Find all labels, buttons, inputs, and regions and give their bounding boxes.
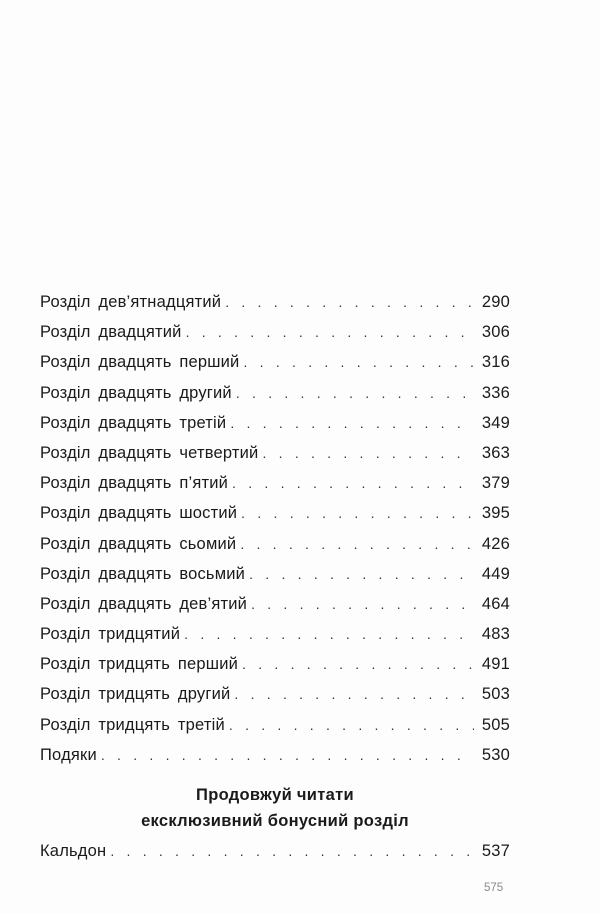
toc-entry [40,378,510,408]
toc-entry [40,347,510,377]
bonus-heading-line1: Продовжуй читати [196,786,354,804]
toc-entry-page: 395 [481,504,510,523]
toc-entry-label: Розділ двадцять п’ятий [40,474,229,493]
toc-dot-leader [251,589,474,619]
toc-entry [40,529,510,559]
toc-entry-label: Розділ двадцятий [40,323,182,342]
toc-entry-page: 530 [481,745,510,764]
toc-entry-page: 306 [481,323,510,342]
toc-entry [40,619,510,649]
toc-entry [40,498,510,528]
toc-entry [40,710,510,740]
toc-entry-page: 537 [481,842,510,860]
toc-entry-page: 449 [481,564,510,583]
table-of-contents [40,287,510,770]
toc-entry-page: 491 [481,655,510,674]
toc-entry-page: 379 [481,474,510,493]
toc-entry [40,438,510,468]
toc-dot-leader [184,619,474,649]
toc-entry-page: 505 [481,715,510,734]
toc-entry [40,287,510,317]
toc-entry-label: Подяки [40,745,97,764]
toc-dot-leader [240,529,474,559]
toc-entry [40,836,510,866]
toc-entry-label: Розділ двадцять третій [40,413,227,432]
toc-entry-label: Розділ двадцять сьомий [40,534,237,553]
toc-entry-label: Розділ двадцять перший [40,353,240,372]
toc-dot-leader [186,317,474,347]
toc-entry-label: Розділ тридцятий [40,625,181,644]
toc-entry-page: 483 [481,625,510,644]
toc-dot-leader [101,740,474,770]
toc-entry-label: Кальдон [40,842,107,860]
toc-entry [40,408,510,438]
bonus-toc [40,836,510,866]
toc-entry-label: Розділ двадцять восьмий [40,564,246,583]
toc-dot-leader [232,468,474,498]
toc-dot-leader [243,347,474,377]
toc-entry [40,559,510,589]
toc-entry-page: 316 [481,353,510,372]
toc-entry-label: Розділ двадцять шостий [40,504,238,523]
toc-entry-label: Розділ двадцять другий [40,383,232,402]
toc-dot-leader [225,287,474,317]
toc-entry-page: 336 [481,383,510,402]
page-number: 575 [484,882,504,894]
bonus-heading [40,782,510,834]
toc-entry-page: 290 [481,293,510,311]
toc-entry-label: Розділ тридцять перший [40,655,239,674]
toc-entry-page: 426 [481,534,510,553]
toc-entry-label: Розділ двадцять четвертий [40,443,259,462]
toc-entry [40,649,510,679]
toc-entry [40,679,510,709]
toc-dot-leader [229,710,474,740]
toc-dot-leader [241,498,474,528]
toc-dot-leader [249,559,474,589]
toc-entry [40,740,510,770]
toc-dot-leader [234,679,474,709]
toc-entry-page: 363 [481,443,510,462]
toc-dot-leader [242,649,474,679]
toc-entry-label: Розділ дев’ятнадцятий [40,293,222,311]
toc-entry [40,468,510,498]
toc-dot-leader [230,408,474,438]
toc-entry-label: Розділ двадцять дев’ятий [40,594,248,613]
toc-dot-leader [110,836,474,866]
bonus-heading-line2: ексклюзивний бонусний розділ [141,812,409,830]
toc-entry-page: 349 [481,413,510,432]
toc-dot-leader [236,378,474,408]
toc-entry-page: 503 [481,685,510,704]
toc-entry-label: Розділ тридцять третій [40,715,225,734]
toc-entry-page: 464 [481,594,510,613]
toc-dot-leader [262,438,474,468]
toc-entry [40,589,510,619]
toc-entry [40,317,510,347]
toc-entry-label: Розділ тридцять другий [40,685,231,704]
